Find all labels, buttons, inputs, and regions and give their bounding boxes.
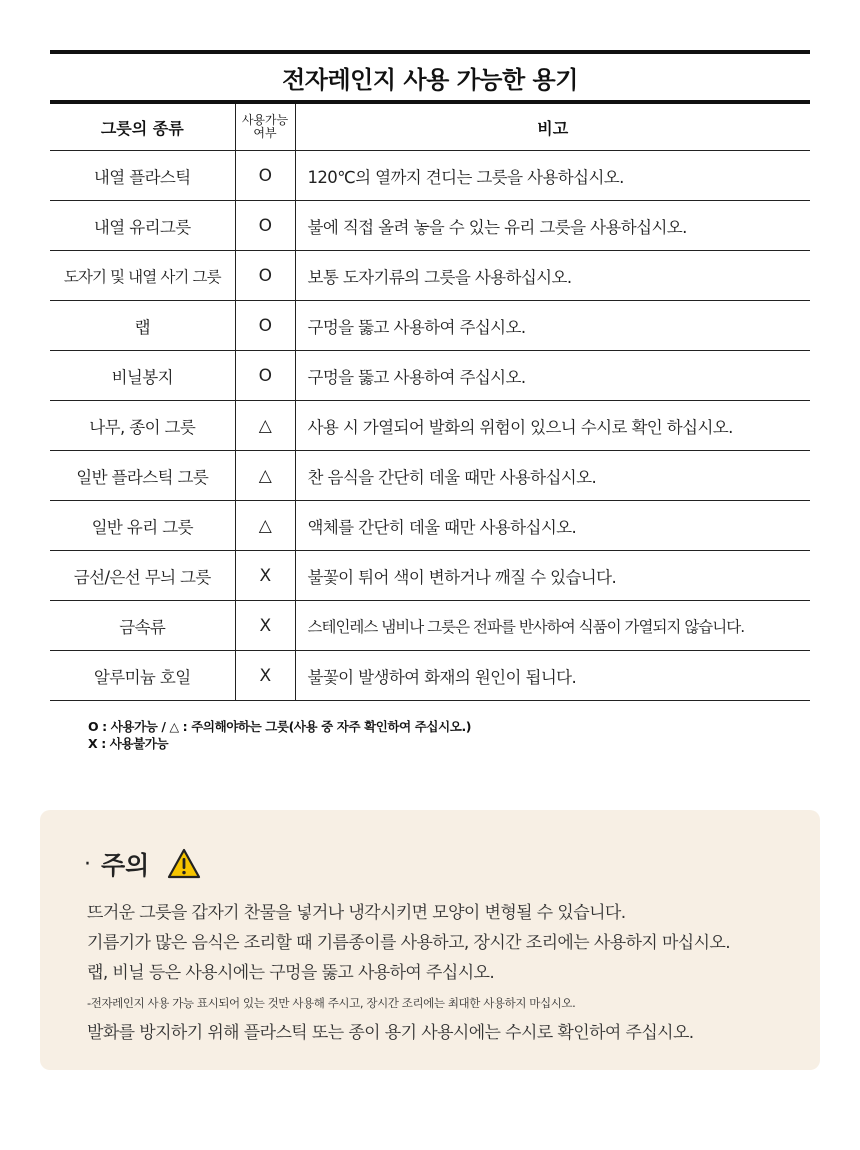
header-availability-line1: 사용가능 (241, 113, 289, 127)
row-mark: △ (235, 401, 295, 451)
table-row (50, 451, 810, 501)
container-table (50, 104, 810, 701)
legend (88, 718, 808, 752)
table-header-row (50, 104, 810, 151)
table-row (50, 151, 810, 201)
legend-line-2: X : 사용불가능 (88, 736, 169, 751)
row-mark: O (235, 151, 295, 201)
row-note: 스테인레스 냄비나 그릇은 전파를 반사하여 식품이 가열되지 않습니다. (295, 601, 810, 651)
table-row (50, 401, 810, 451)
table-row (50, 351, 810, 401)
table-row (50, 651, 810, 701)
caution-text (87, 898, 812, 1048)
table-row (50, 201, 810, 251)
header-note: 비고 (295, 104, 810, 151)
warning-icon (167, 848, 201, 880)
caution-note: -전자레인지 사용 가능 표시되어 있는 것만 사용해 주시고, 장시간 조리에는 최대한 사용하지 마십시오. (87, 996, 576, 1010)
table-row (50, 251, 810, 301)
row-note: 구멍을 뚫고 사용하여 주십시오. (295, 351, 810, 401)
row-mark: O (235, 351, 295, 401)
row-note: 불에 직접 올려 놓을 수 있는 유리 그릇을 사용하십시오. (295, 201, 810, 251)
row-type: 금선/은선 무늬 그릇 (50, 551, 235, 601)
caution-line: 발화를 방지하기 위해 플라스틱 또는 종이 용기 사용시에는 수시로 확인하여 주십시오. (87, 1023, 694, 1043)
row-mark: O (235, 201, 295, 251)
legend-line-1: O : 사용가능 / △ : 주의해야하는 그릇(사용 중 자주 확인하여 주십시오.) (88, 719, 472, 734)
table-row (50, 601, 810, 651)
row-type: 일반 플라스틱 그릇 (50, 451, 235, 501)
caution-line: 뜨거운 그릇을 갑자기 찬물을 넣거나 냉각시키면 모양이 변형될 수 있습니다. (87, 903, 626, 923)
row-note: 불꽃이 튀어 색이 변하거나 깨질 수 있습니다. (295, 551, 810, 601)
caution-line: 랩, 비닐 등은 사용시에는 구멍을 뚫고 사용하여 주십시오. (87, 963, 495, 983)
header-type: 그릇의 종류 (50, 104, 235, 151)
page-title: 전자레인지 사용 가능한 용기 (282, 65, 578, 94)
row-note: 사용 시 가열되어 발화의 위험이 있으니 수시로 확인 하십시오. (295, 401, 810, 451)
row-type: 내열 플라스틱 (50, 151, 235, 201)
caution-header (84, 844, 201, 884)
row-note: 보통 도자기류의 그릇을 사용하십시오. (295, 251, 810, 301)
table-row (50, 301, 810, 351)
row-mark: △ (235, 501, 295, 551)
row-mark: O (235, 251, 295, 301)
table-row (50, 501, 810, 551)
row-type: 나무, 종이 그릇 (50, 401, 235, 451)
row-note: 불꽃이 발생하여 화재의 원인이 됩니다. (295, 651, 810, 701)
row-type: 비닐봉지 (50, 351, 235, 401)
caution-panel (40, 810, 820, 1070)
row-mark: X (235, 651, 295, 701)
header-availability-line2: 여부 (253, 126, 277, 140)
row-mark: O (235, 301, 295, 351)
row-type: 금속류 (50, 601, 235, 651)
row-note: 찬 음식을 간단히 데울 때만 사용하십시오. (295, 451, 810, 501)
row-mark: △ (235, 451, 295, 501)
row-note: 액체를 간단히 데울 때만 사용하십시오. (295, 501, 810, 551)
row-type: 도자기 및 내열 사기 그릇 (50, 251, 235, 301)
table-row (50, 551, 810, 601)
row-type: 랩 (50, 301, 235, 351)
caution-bullet: · (84, 851, 91, 877)
row-type: 일반 유리 그릇 (50, 501, 235, 551)
caution-title: 주의 (101, 851, 150, 880)
row-type: 내열 유리그릇 (50, 201, 235, 251)
row-note: 120℃의 열까지 견디는 그릇을 사용하십시오. (295, 151, 810, 201)
header-availability (235, 104, 295, 151)
row-type: 알루미늄 호일 (50, 651, 235, 701)
row-mark: X (235, 551, 295, 601)
row-mark: X (235, 601, 295, 651)
row-note: 구멍을 뚫고 사용하여 주십시오. (295, 301, 810, 351)
caution-line: 기름기가 많은 음식은 조리할 때 기름종이를 사용하고, 장시간 조리에는 사용하지 마십시오. (87, 933, 731, 953)
